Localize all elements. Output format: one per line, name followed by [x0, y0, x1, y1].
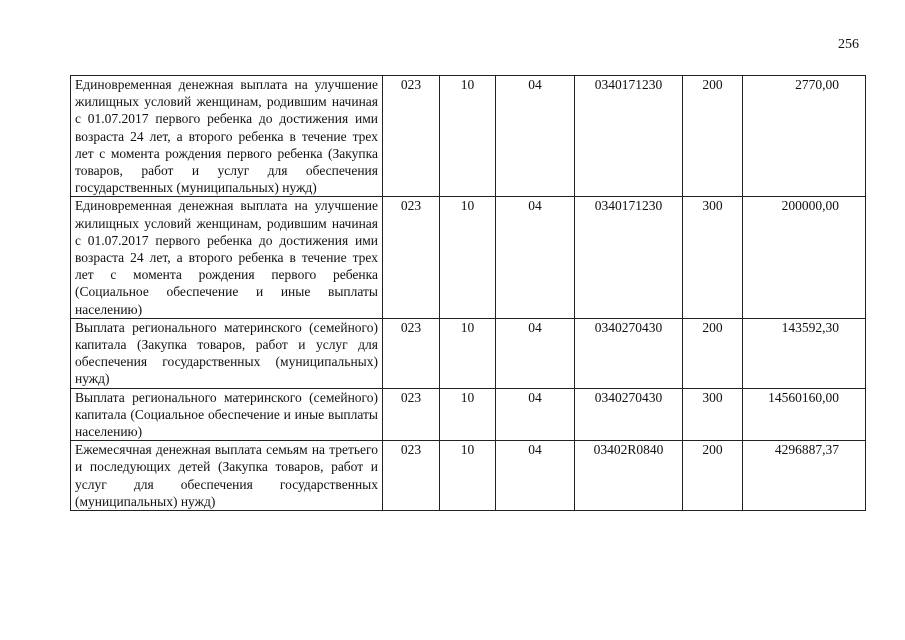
target-article-code: 0340270430: [575, 318, 683, 388]
budget-table: [70, 75, 866, 511]
target-article-code: 0340171230: [575, 76, 683, 197]
subsection-code: 04: [496, 197, 575, 318]
target-article-code: 0340171230: [575, 197, 683, 318]
subsection-code: 04: [496, 76, 575, 197]
amount-value: 200000,00: [743, 197, 866, 318]
ministry-code: 023: [383, 197, 440, 318]
subsection-code: 04: [496, 441, 575, 511]
section-code: 10: [440, 441, 496, 511]
expense-type-code: 200: [683, 318, 743, 388]
table-row: [71, 441, 866, 511]
amount-value: 14560160,00: [743, 388, 866, 441]
page-number: 256: [838, 37, 859, 52]
row-description: Выплата регионального материнского (семейного) капитала (Социальное обеспечение и иные выплаты населению): [71, 388, 383, 441]
target-article-code: 0340270430: [575, 388, 683, 441]
amount-value: 143592,30: [743, 318, 866, 388]
row-description: Выплата регионального материнского (семейного) капитала (Закупка товаров, работ и услуг для обеспечения государственных (муниципальных) нужд): [71, 318, 383, 388]
expense-type-code: 200: [683, 441, 743, 511]
section-code: 10: [440, 388, 496, 441]
expense-type-code: 300: [683, 197, 743, 318]
section-code: 10: [440, 197, 496, 318]
subsection-code: 04: [496, 388, 575, 441]
table-row: [71, 388, 866, 441]
section-code: 10: [440, 318, 496, 388]
amount-value: 2770,00: [743, 76, 866, 197]
ministry-code: 023: [383, 76, 440, 197]
target-article-code: 03402R0840: [575, 441, 683, 511]
subsection-code: 04: [496, 318, 575, 388]
section-code: 10: [440, 76, 496, 197]
ministry-code: 023: [383, 388, 440, 441]
table-row: [71, 197, 866, 318]
row-description: Единовременная денежная выплата на улучшение жилищных условий женщинам, родившим начиная с 01.07.2017 первого ребенка до достижения ими возраста 24 лет, а второго ребенка в течение трех лет с момента рождения первого ребенка (Социальное обеспечение и иные выплаты населению): [71, 197, 383, 318]
ministry-code: 023: [383, 441, 440, 511]
expense-type-code: 300: [683, 388, 743, 441]
row-description: Ежемесячная денежная выплата семьям на третьего и последующих детей (Закупка товаров, работ и услуг для обеспечения государственных (муниципальных) нужд): [71, 441, 383, 511]
amount-value: 4296887,37: [743, 441, 866, 511]
table-row: [71, 76, 866, 197]
expense-type-code: 200: [683, 76, 743, 197]
row-description: Единовременная денежная выплата на улучшение жилищных условий женщинам, родившим начиная с 01.07.2017 первого ребенка до достижения ими возраста 24 лет, а второго ребенка в течение трех лет с момента рождения первого ребенка (Закупка товаров, работ и услуг для обеспечения государственных (муниципальных) нужд): [71, 76, 383, 197]
ministry-code: 023: [383, 318, 440, 388]
table-row: [71, 318, 866, 388]
